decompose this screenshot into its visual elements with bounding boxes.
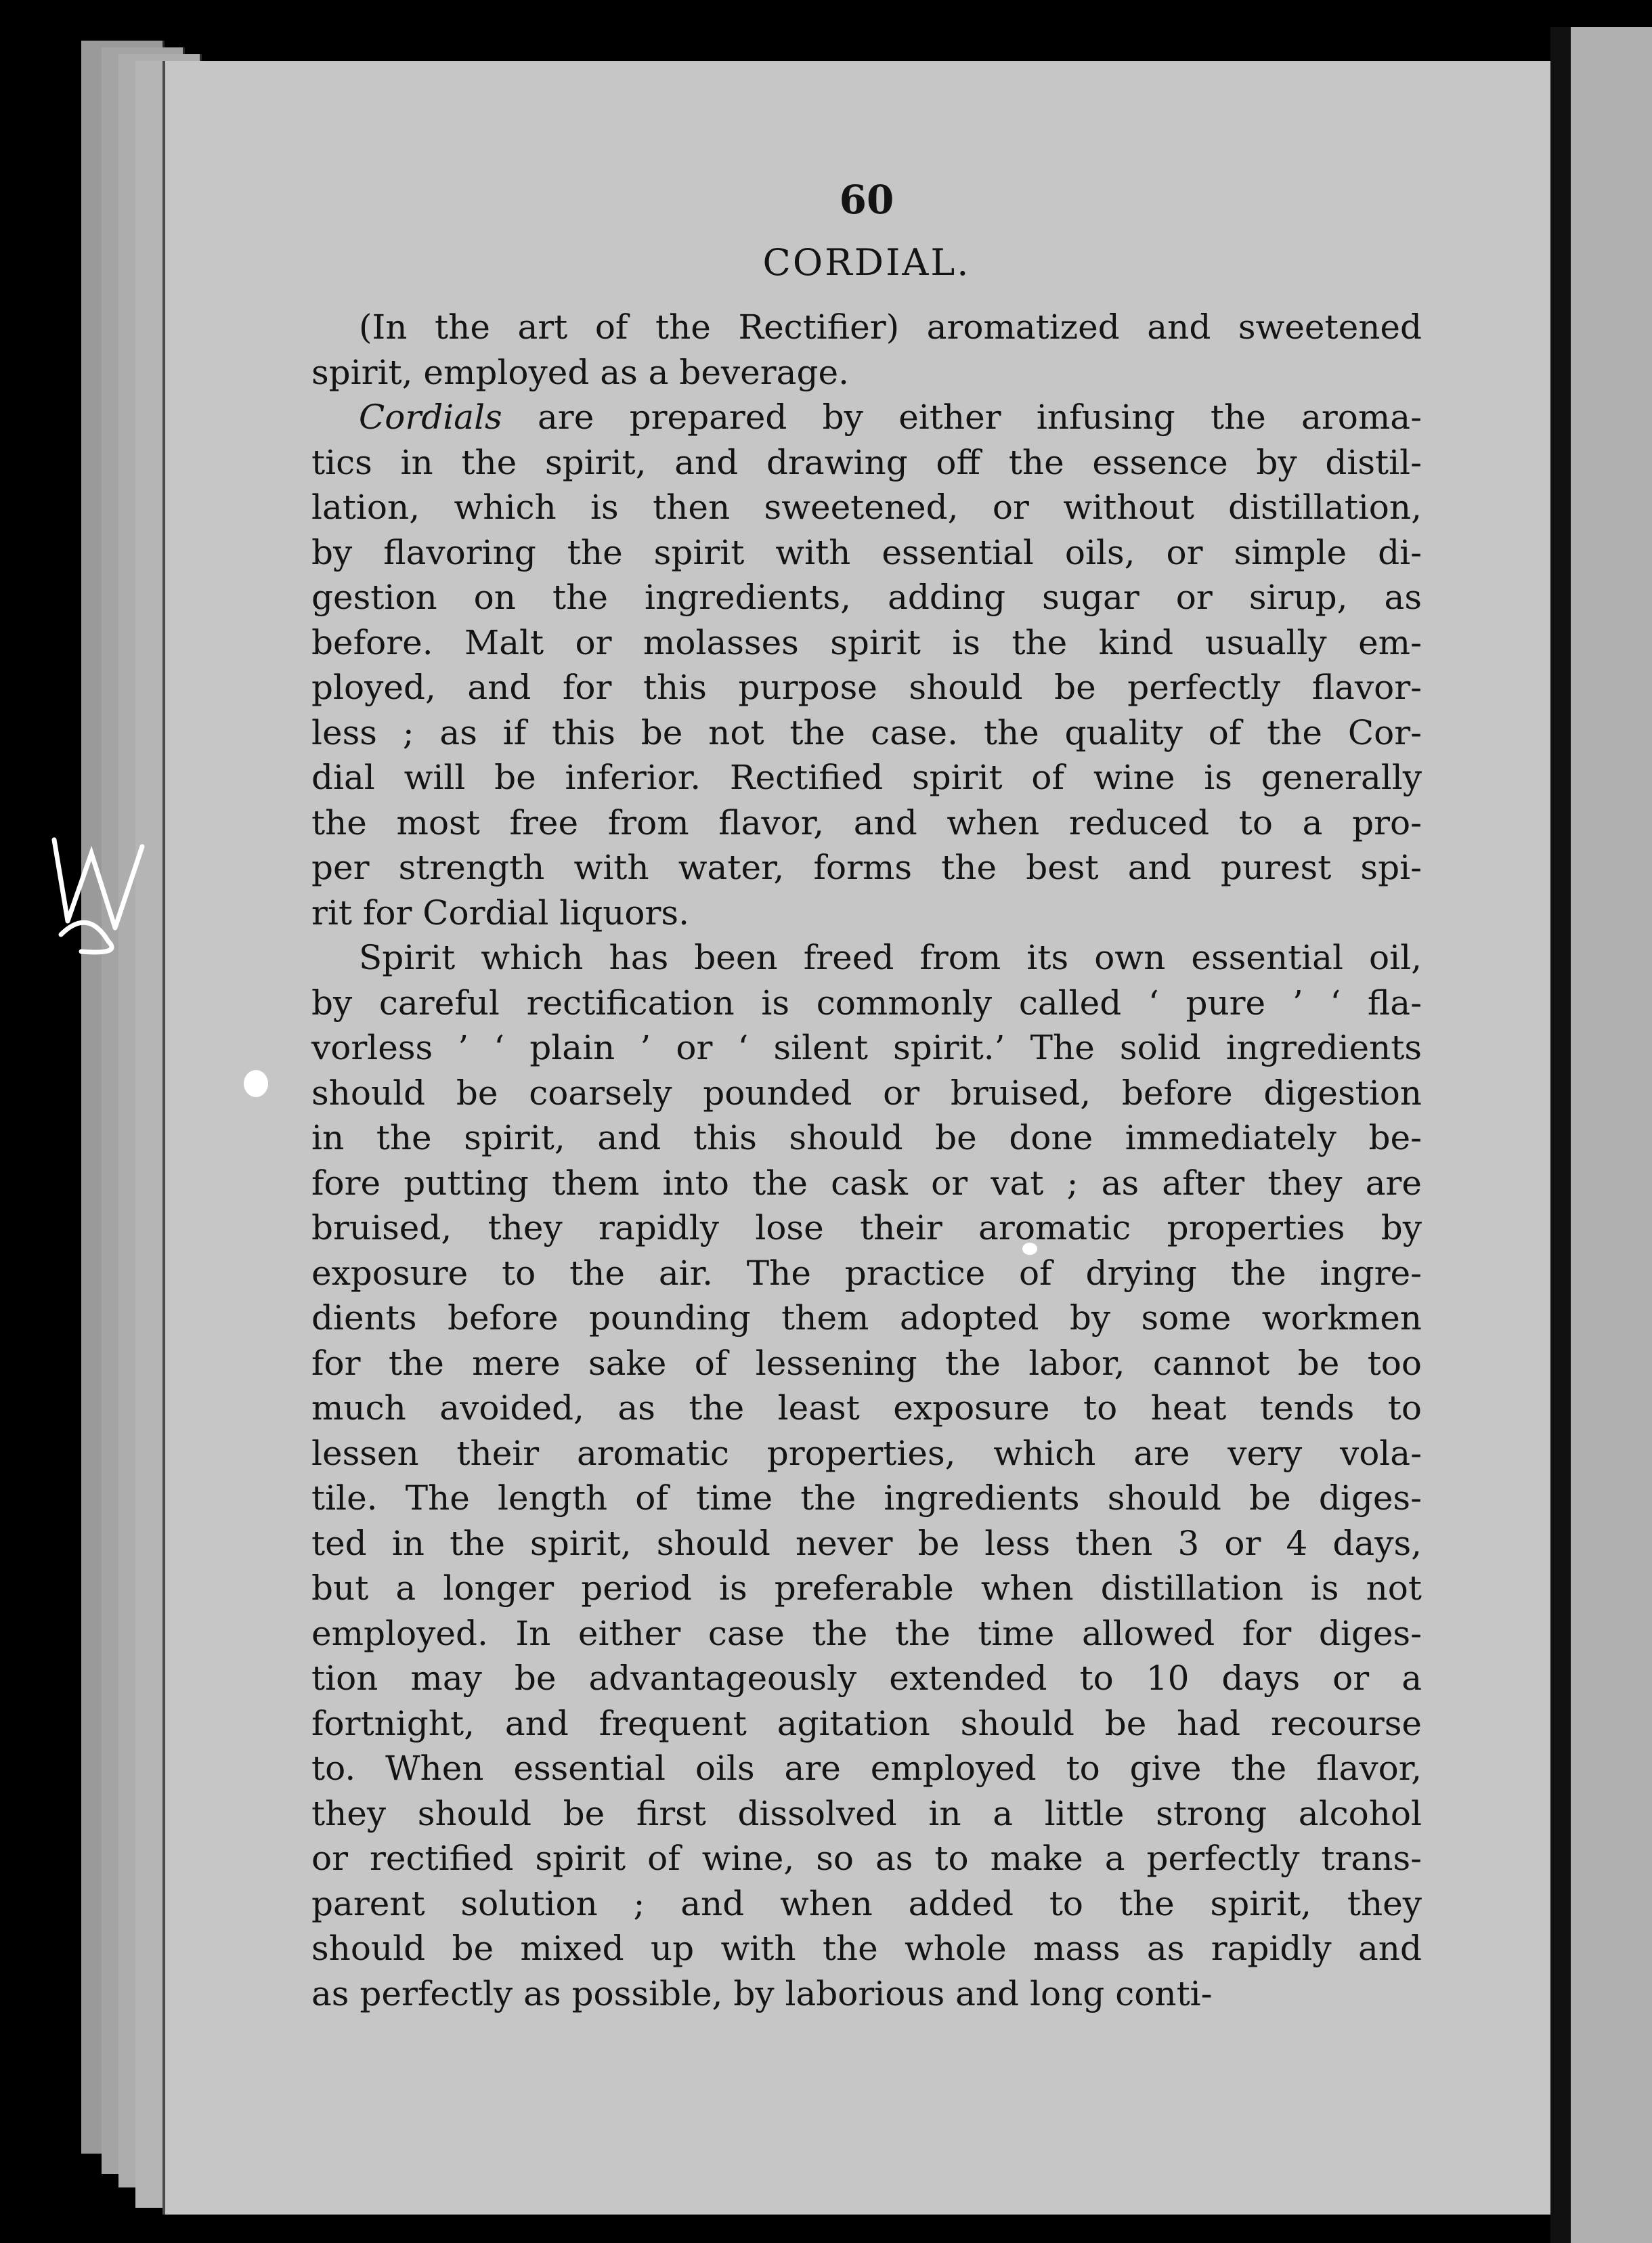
text-line: exposure to the air. The practice of drying the ingre-: [311, 1253, 1422, 1293]
text-line: tion may be advantageously extended to 10 days or a: [311, 1659, 1422, 1698]
page-number: 60: [839, 177, 894, 223]
text-line: dients before pounding them adopted by some workmen: [311, 1298, 1422, 1338]
paragraph: [311, 305, 1422, 395]
body-text: [311, 305, 1422, 2016]
text-line: vorless ’ ‘ plain ’ or ‘ silent spirit.’ The solid ingredients: [311, 1028, 1422, 1067]
handwritten-margin-mark: [41, 826, 149, 962]
text-line: the most free from flavor, and when reduced to a pro-: [311, 803, 1422, 842]
text-line: by flavoring the spirit with essential oils, or simple di-: [311, 532, 1422, 572]
text-line: to. When essential oils are employed to give the flavor,: [311, 1749, 1422, 1788]
text-line: (In the art of the Rectifier) aromatized and sweetened: [359, 307, 1422, 347]
text-line: but a longer period is preferable when distillation is not: [311, 1568, 1422, 1608]
ink-blot: [244, 1070, 268, 1097]
text-line: ployed, and for this purpose should be perfectly flavor-: [311, 668, 1422, 707]
text-line: for the mere sake of lessening the labor, cannot be too: [311, 1343, 1422, 1383]
text-line: Spirit which has been freed from its own essential oil,: [359, 938, 1422, 977]
text-line: rit for Cordial liquors.: [311, 893, 689, 933]
text-line: fortnight, and frequent agitation should be had recourse: [311, 1703, 1422, 1743]
text-line: employed. In either case the the time allowed for diges-: [311, 1613, 1422, 1653]
paragraph: [311, 935, 1422, 2016]
text-line: as perfectly as possible, by laborious and long conti-: [311, 1973, 1213, 2013]
text-line: lessen their aromatic properties, which are very vola-: [311, 1433, 1422, 1473]
text-line: should be mixed up with the whole mass as rapidly and: [311, 1929, 1422, 1968]
text-line: parent solution ; and when added to the spirit, they: [311, 1883, 1422, 1923]
paragraph: [311, 395, 1422, 935]
section-heading: CORDIAL.: [762, 241, 971, 284]
text-line: they should be first dissolved in a little strong alcohol: [311, 1793, 1422, 1833]
text-line: dial will be inferior. Rectified spirit of wine is generally: [311, 758, 1422, 797]
text-line: per strength with water, forms the best and purest spi-: [311, 848, 1422, 887]
text-line: lation, which is then sweetened, or without distillation,: [311, 488, 1422, 527]
facing-page: [1571, 27, 1652, 2243]
text-line: less ; as if this be not the case. the quality of the Cor-: [311, 712, 1422, 752]
italic-lead-word: Cordials: [359, 398, 502, 437]
text-line: in the spirit, and this should be done immediately be-: [311, 1118, 1422, 1157]
text-line: fore putting them into the cask or vat ; as after they are: [311, 1163, 1422, 1203]
text-line: much avoided, as the least exposure to heat tends to: [311, 1388, 1422, 1428]
text-line: tics in the spirit, and drawing off the essence by distil-: [311, 442, 1422, 482]
text-line: tile. The length of time the ingredients should be diges-: [311, 1478, 1422, 1518]
text-line: or rectified spirit of wine, so as to make a perfectly trans-: [311, 1839, 1422, 1878]
text-line: should be coarsely pounded or bruised, before digestion: [311, 1073, 1422, 1113]
text-line: bruised, they rapidly lose their aromatic properties by: [311, 1208, 1422, 1247]
text-line: spirit, employed as a beverage.: [311, 352, 849, 392]
text-line: gestion on the ingredients, adding sugar or sirup, as: [311, 578, 1422, 617]
text-line: by careful rectification is commonly called ‘ pure ’ ‘ fla-: [311, 983, 1422, 1023]
text-line: [311, 395, 1422, 440]
text-line: ted in the spirit, should never be less then 3 or 4 days,: [311, 1523, 1422, 1563]
page-text: [311, 169, 1422, 2016]
text-line: before. Malt or molasses spirit is the kind usually em-: [311, 622, 1422, 662]
text-line-rest: are prepared by either infusing the aroma-: [502, 398, 1422, 437]
book-gutter: [1550, 27, 1573, 2243]
